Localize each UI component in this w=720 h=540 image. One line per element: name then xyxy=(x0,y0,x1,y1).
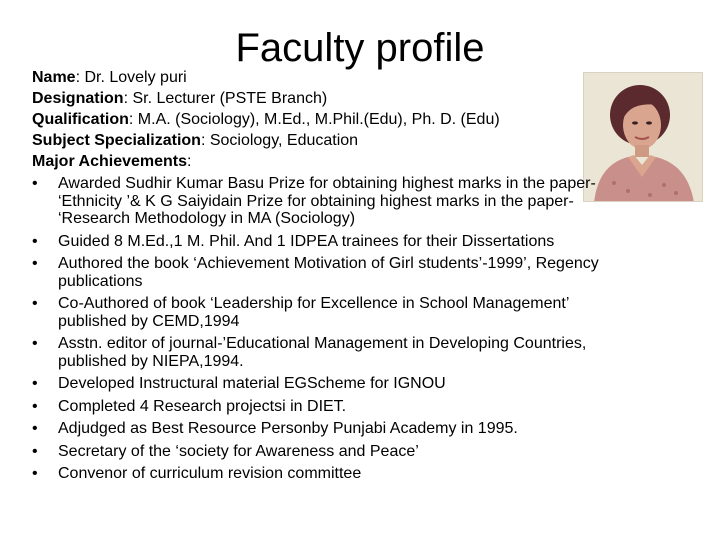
bullet-icon: • xyxy=(32,375,38,392)
achievements-colon: : xyxy=(187,153,192,170)
list-item xyxy=(32,375,612,393)
bullet-icon: • xyxy=(32,232,38,250)
achievements-label: Major Achievements xyxy=(32,153,188,170)
achievement-text: Adjudged as Best Resource Personby Punjabi Academy in 1995. xyxy=(58,420,518,437)
achievement-text: Convenor of curriculum revision committee xyxy=(58,465,362,482)
list-item xyxy=(32,465,612,483)
achievement-text: Completed 4 Research projectsi in DIET. xyxy=(58,397,347,415)
achievement-text: Authored the book ‘Achievement Motivation of Girl students’-1999’, Regency publications xyxy=(58,255,599,290)
achievement-text: Co-Authored of book ‘Leadership for Excellence in School Management’ published by CEMD,1994 xyxy=(58,295,569,330)
name-label: Name xyxy=(32,69,76,86)
list-item xyxy=(32,295,612,330)
achievement-text: Awarded Sudhir Kumar Basu Prize for obtaining highest marks in the paper- ‘Ethnicity ’& K G Saiyidain Prize for obtaining highest marks in the paper- ‘Research Methodology in MA (Sociology) xyxy=(58,175,596,227)
qualification-row xyxy=(32,109,592,130)
profile-details xyxy=(32,67,592,172)
slide-title: Faculty profile xyxy=(235,26,485,70)
designation-label: Designation xyxy=(32,90,124,107)
list-item xyxy=(32,443,612,461)
qualification-value: : M.A. (Sociology), M.Ed., M.Phil.(Edu), Ph. D. (Edu) xyxy=(128,111,500,128)
achievement-text: Developed Instructural material EGScheme for IGNOU xyxy=(58,375,446,392)
achievement-text: Secretary of the ‘society for Awareness and Peace’ xyxy=(58,442,419,460)
list-item xyxy=(32,255,612,290)
bullet-icon: • xyxy=(32,175,38,192)
list-item xyxy=(32,420,612,438)
specialization-label: Subject Specialization xyxy=(32,132,201,149)
bullet-icon: • xyxy=(32,335,38,352)
qualification-label: Qualification xyxy=(32,111,129,128)
specialization-value: : Sociology, Education xyxy=(200,132,359,149)
bullet-icon: • xyxy=(32,420,38,437)
list-item xyxy=(32,233,612,251)
achievement-text: Asstn. editor of journal-’Educational Management in Developing Countries, published by NIEPA,1994. xyxy=(58,335,587,370)
designation-value: : Sr. Lecturer (PSTE Branch) xyxy=(123,90,328,107)
designation-row xyxy=(32,88,592,109)
list-item xyxy=(32,175,612,228)
bullet-icon: • xyxy=(32,465,38,482)
name-row xyxy=(32,67,592,88)
achievements-list xyxy=(32,175,612,488)
specialization-row xyxy=(32,130,592,151)
list-item xyxy=(32,398,612,416)
achievement-text: Guided 8 M.Ed.,1 M. Phil. And 1 IDPEA trainees for their Dissertations xyxy=(58,232,555,250)
list-item xyxy=(32,335,612,370)
bullet-icon: • xyxy=(32,255,38,272)
bullet-icon: • xyxy=(32,397,38,415)
name-value: : Dr. Lovely puri xyxy=(75,69,187,86)
bullet-icon: • xyxy=(32,442,38,460)
achievements-heading xyxy=(32,151,592,172)
bullet-icon: • xyxy=(32,295,38,312)
